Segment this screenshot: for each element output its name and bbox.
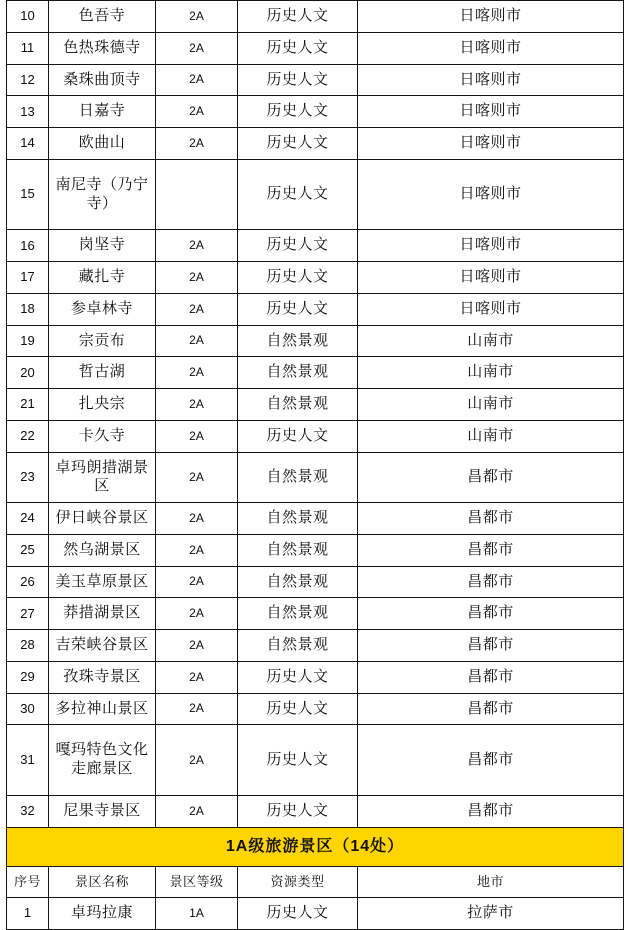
row-index: 30 <box>7 693 49 725</box>
row-city: 昌都市 <box>358 452 624 503</box>
row-scenic-name: 美玉草原景区 <box>49 566 156 598</box>
row-index: 11 <box>7 32 49 64</box>
table-row <box>7 661 624 693</box>
row-level: 2A <box>156 598 238 630</box>
row-level: 2A <box>156 64 238 96</box>
row-scenic-name: 尼果寺景区 <box>49 795 156 827</box>
section-title: 1A级旅游景区（14处） <box>7 827 624 866</box>
row-type: 自然景观 <box>238 566 358 598</box>
row-level: 2A <box>156 128 238 160</box>
row-type: 历史人文 <box>238 897 358 929</box>
column-header-level: 景区等级 <box>156 866 238 897</box>
row-index: 27 <box>7 598 49 630</box>
row-city: 日喀则市 <box>358 32 624 64</box>
row-index: 1 <box>7 897 49 929</box>
row-level: 2A <box>156 693 238 725</box>
row-index: 32 <box>7 795 49 827</box>
row-scenic-name: 宗贡布 <box>49 325 156 357</box>
table-row <box>7 503 624 535</box>
table-row <box>7 389 624 421</box>
table-row <box>7 96 624 128</box>
row-scenic-name: 色吾寺 <box>49 1 156 33</box>
table-row <box>7 534 624 566</box>
row-scenic-name: 欧曲山 <box>49 128 156 160</box>
row-level: 2A <box>156 357 238 389</box>
row-type: 自然景观 <box>238 357 358 389</box>
row-index: 25 <box>7 534 49 566</box>
row-level: 2A <box>156 661 238 693</box>
row-scenic-name: 伊日峡谷景区 <box>49 503 156 535</box>
row-scenic-name: 藏扎寺 <box>49 262 156 294</box>
row-city: 昌都市 <box>358 661 624 693</box>
row-city: 昌都市 <box>358 503 624 535</box>
row-type: 自然景观 <box>238 534 358 566</box>
row-level: 2A <box>156 630 238 662</box>
table-body <box>7 1 624 930</box>
row-level: 2A <box>156 503 238 535</box>
row-level <box>156 159 238 230</box>
row-type: 历史人文 <box>238 725 358 796</box>
table-row <box>7 1 624 33</box>
table-row <box>7 159 624 230</box>
row-index: 18 <box>7 293 49 325</box>
row-type: 历史人文 <box>238 693 358 725</box>
row-scenic-name: 岗坚寺 <box>49 230 156 262</box>
row-index: 17 <box>7 262 49 294</box>
row-level: 2A <box>156 262 238 294</box>
row-index: 12 <box>7 64 49 96</box>
row-city: 日喀则市 <box>358 64 624 96</box>
row-city: 山南市 <box>358 357 624 389</box>
row-scenic-name: 桑珠曲顶寺 <box>49 64 156 96</box>
row-type: 历史人文 <box>238 795 358 827</box>
section-title-row <box>7 827 624 866</box>
row-level: 2A <box>156 325 238 357</box>
row-index: 10 <box>7 1 49 33</box>
scenic-area-table <box>6 0 624 930</box>
row-type: 历史人文 <box>238 262 358 294</box>
row-city: 昌都市 <box>358 795 624 827</box>
row-type: 历史人文 <box>238 128 358 160</box>
row-index: 23 <box>7 452 49 503</box>
row-scenic-name: 莽措湖景区 <box>49 598 156 630</box>
row-type: 历史人文 <box>238 159 358 230</box>
row-scenic-name: 然乌湖景区 <box>49 534 156 566</box>
row-city: 昌都市 <box>358 598 624 630</box>
row-city: 昌都市 <box>358 630 624 662</box>
row-city: 日喀则市 <box>358 96 624 128</box>
table-row <box>7 897 624 929</box>
row-city: 日喀则市 <box>358 128 624 160</box>
table-row <box>7 128 624 160</box>
row-level: 2A <box>156 566 238 598</box>
row-index: 14 <box>7 128 49 160</box>
row-city: 山南市 <box>358 325 624 357</box>
row-type: 历史人文 <box>238 230 358 262</box>
row-index: 19 <box>7 325 49 357</box>
row-type: 自然景观 <box>238 389 358 421</box>
column-header-city: 地市 <box>358 866 624 897</box>
row-index: 21 <box>7 389 49 421</box>
table-row <box>7 325 624 357</box>
row-scenic-name: 卓玛朗措湖景区 <box>49 452 156 503</box>
table-row <box>7 32 624 64</box>
row-scenic-name: 嘎玛特色文化走廊景区 <box>49 725 156 796</box>
row-scenic-name: 扎央宗 <box>49 389 156 421</box>
row-index: 20 <box>7 357 49 389</box>
row-level: 2A <box>156 32 238 64</box>
row-city: 日喀则市 <box>358 159 624 230</box>
row-type: 自然景观 <box>238 452 358 503</box>
column-header-row <box>7 866 624 897</box>
row-level: 2A <box>156 795 238 827</box>
table-row <box>7 293 624 325</box>
row-index: 16 <box>7 230 49 262</box>
row-city: 日喀则市 <box>358 293 624 325</box>
row-level: 2A <box>156 389 238 421</box>
row-level: 2A <box>156 725 238 796</box>
row-scenic-name: 参卓林寺 <box>49 293 156 325</box>
table-row <box>7 795 624 827</box>
table-row <box>7 452 624 503</box>
row-level: 2A <box>156 452 238 503</box>
row-index: 15 <box>7 159 49 230</box>
row-scenic-name: 色热珠德寺 <box>49 32 156 64</box>
row-type: 自然景观 <box>238 630 358 662</box>
row-type: 历史人文 <box>238 96 358 128</box>
row-city: 日喀则市 <box>358 262 624 294</box>
row-scenic-name: 吉荣峡谷景区 <box>49 630 156 662</box>
row-level: 2A <box>156 534 238 566</box>
row-city: 昌都市 <box>358 566 624 598</box>
row-level: 2A <box>156 1 238 33</box>
row-city: 山南市 <box>358 420 624 452</box>
table-row <box>7 262 624 294</box>
row-city: 日喀则市 <box>358 1 624 33</box>
row-city: 山南市 <box>358 389 624 421</box>
row-scenic-name: 孜珠寺景区 <box>49 661 156 693</box>
row-index: 31 <box>7 725 49 796</box>
table-row <box>7 598 624 630</box>
table-row <box>7 566 624 598</box>
row-type: 历史人文 <box>238 420 358 452</box>
row-scenic-name: 南尼寺（乃宁寺） <box>49 159 156 230</box>
row-index: 22 <box>7 420 49 452</box>
row-scenic-name: 哲古湖 <box>49 357 156 389</box>
row-index: 26 <box>7 566 49 598</box>
row-type: 历史人文 <box>238 661 358 693</box>
row-type: 历史人文 <box>238 32 358 64</box>
row-scenic-name: 卓玛拉康 <box>49 897 156 929</box>
row-level: 1A <box>156 897 238 929</box>
table-row <box>7 64 624 96</box>
table-row <box>7 630 624 662</box>
row-scenic-name: 多拉神山景区 <box>49 693 156 725</box>
row-city: 日喀则市 <box>358 230 624 262</box>
row-type: 历史人文 <box>238 293 358 325</box>
row-level: 2A <box>156 420 238 452</box>
row-city: 昌都市 <box>358 534 624 566</box>
row-type: 自然景观 <box>238 325 358 357</box>
row-type: 自然景观 <box>238 503 358 535</box>
row-scenic-name: 卡久寺 <box>49 420 156 452</box>
table-row <box>7 725 624 796</box>
row-type: 历史人文 <box>238 1 358 33</box>
table-row <box>7 357 624 389</box>
column-header-name: 景区名称 <box>49 866 156 897</box>
table-row <box>7 693 624 725</box>
row-index: 28 <box>7 630 49 662</box>
table-row <box>7 230 624 262</box>
row-level: 2A <box>156 293 238 325</box>
row-index: 13 <box>7 96 49 128</box>
row-index: 24 <box>7 503 49 535</box>
table-row <box>7 420 624 452</box>
row-city: 昌都市 <box>358 725 624 796</box>
row-type: 历史人文 <box>238 64 358 96</box>
row-level: 2A <box>156 96 238 128</box>
row-scenic-name: 日嘉寺 <box>49 96 156 128</box>
row-level: 2A <box>156 230 238 262</box>
column-header-type: 资源类型 <box>238 866 358 897</box>
row-type: 自然景观 <box>238 598 358 630</box>
row-city: 拉萨市 <box>358 897 624 929</box>
row-index: 29 <box>7 661 49 693</box>
row-city: 昌都市 <box>358 693 624 725</box>
column-header-no: 序号 <box>7 866 49 897</box>
